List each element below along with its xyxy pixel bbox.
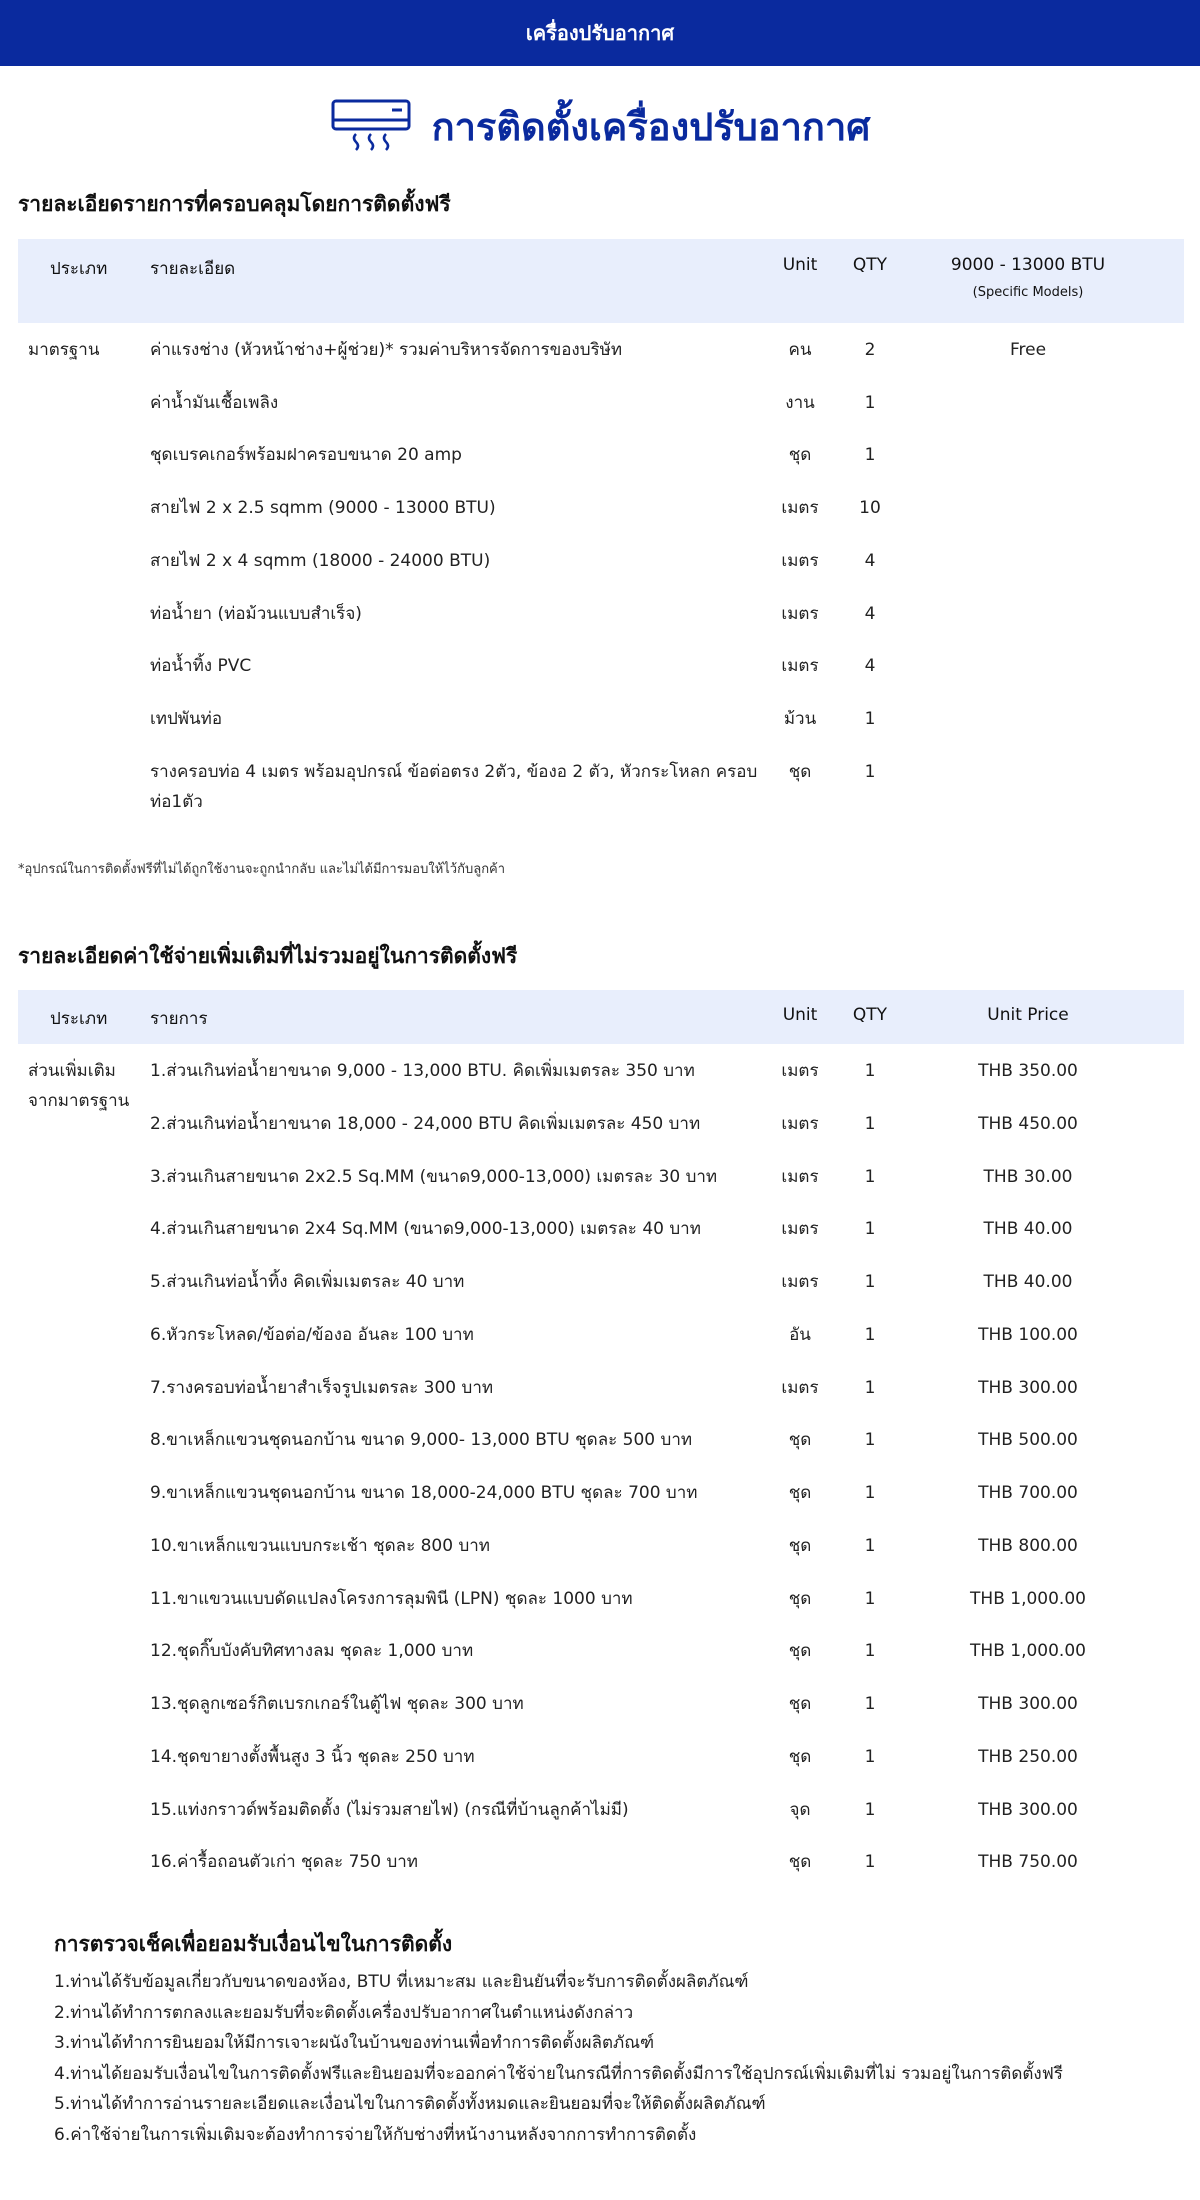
unit-cell: ชุด: [788, 1694, 812, 1714]
table-row: [18, 599, 1184, 659]
table-row: [18, 1425, 1184, 1469]
checklist-item: 3.ท่านได้ทำการยินยอมให้มีการเจาะผนังในบ้านของท่านเพื่อทำการติดตั้งผลิตภัณฑ์: [54, 2033, 655, 2053]
unit-cell: จุด: [789, 1800, 811, 1820]
table-row: [18, 1478, 1184, 1522]
qty-cell: 1: [864, 1378, 876, 1398]
table-row: [18, 1584, 1184, 1628]
qty-cell: 1: [864, 1325, 876, 1345]
detail-cell: เทปพันท่อ: [150, 709, 223, 729]
detail-cell: 7.รางครอบท่อน้ำยาสำเร็จรูปเมตรละ 300 บาท: [150, 1378, 494, 1398]
unit-cell: ชุด: [788, 445, 812, 465]
qty-cell: 4: [864, 551, 876, 571]
header-type: ประเภท: [50, 259, 108, 279]
header-type: ประเภท: [50, 1009, 108, 1029]
table-row: [18, 1689, 1184, 1733]
qty-cell: 1: [864, 1167, 876, 1187]
category-cell-line2: จากมาตรฐาน: [28, 1091, 130, 1111]
qty-cell: 10: [859, 498, 881, 518]
detail-cell: 11.ขาแขวนแบบดัดแปลงโครงการลุมพินี (LPN) ชุดละ 1000 บาท: [150, 1589, 633, 1609]
qty-cell: 1: [864, 393, 876, 413]
unit-cell: ม้วน: [783, 709, 817, 729]
price-cell: Free: [1009, 340, 1047, 360]
checklist-item: 6.ค่าใช้จ่ายในการเพิ่มเติมจะต้องทำการจ่ายให้กับช่างที่หน้างานหลังจากการทำการติดตั้ง: [54, 2125, 697, 2145]
price-cell: THB 350.00: [978, 1061, 1078, 1081]
price-cell: THB 100.00: [978, 1325, 1078, 1345]
unit-cell: ชุด: [788, 1641, 812, 1661]
qty-cell: 1: [864, 1852, 876, 1872]
header-price: Unit Price: [987, 1005, 1069, 1025]
table-row: [18, 546, 1184, 606]
header-price: 9000 - 13000 BTU: [950, 255, 1106, 275]
price-cell: THB 300.00: [978, 1694, 1078, 1714]
top-bar: [0, 0, 1200, 66]
detail-cell: 12.ชุดกิ๊บบังคับทิศทางลม ชุดละ 1,000 บาท: [150, 1641, 474, 1661]
header-unit: Unit: [782, 1005, 818, 1025]
header-detail: รายละเอียด: [150, 259, 236, 279]
unit-cell: เมตร: [781, 498, 819, 518]
unit-cell: คน: [788, 340, 812, 360]
detail-cell: ค่าแรงช่าง (หัวหน้าช่าง+ผู้ช่วย)* รวมค่าบริหารจัดการของบริษัท: [150, 340, 623, 360]
qty-cell: 1: [864, 1061, 876, 1081]
checklist-item: 1.ท่านได้รับข้อมูลเกี่ยวกับขนาดของห้อง, BTU ที่เหมาะสม และยินยันที่จะรับการติดตั้งผลิตภัณฑ์: [54, 1972, 749, 1992]
table-row: [18, 651, 1184, 711]
extra-section-title: รายละเอียดค่าใช้จ่ายเพิ่มเติมที่ไม่รวมอยู่ในการติดตั้งฟรี: [18, 944, 518, 968]
checklist-item: 2.ท่านได้ทำการตกลงและยอมรับที่จะติดตั้งเครื่องปรับอากาศในตำแหน่งดังกล่าว: [54, 2003, 634, 2023]
table-row: [18, 1109, 1184, 1153]
unit-cell: เมตร: [781, 1272, 819, 1292]
detail-cell: 3.ส่วนเกินสายขนาด 2x2.5 Sq.MM (ขนาด9,000-13,000) เมตรละ 30 บาท: [150, 1167, 718, 1187]
price-cell: THB 450.00: [978, 1114, 1078, 1134]
unit-cell: ชุด: [788, 1589, 812, 1609]
detail-cell: สายไฟ 2 x 4 sqmm (18000 - 24000 BTU): [150, 551, 491, 571]
qty-cell: 1: [864, 1430, 876, 1450]
qty-cell: 1: [864, 1219, 876, 1239]
table-row: [18, 1636, 1184, 1680]
price-cell: THB 250.00: [978, 1747, 1078, 1767]
table-row: [18, 704, 1184, 764]
unit-cell: เมตร: [781, 1061, 819, 1081]
page-title: การติดตั้งเครื่องปรับอากาศ: [431, 104, 871, 149]
header-price-sub: (Specific Models): [972, 285, 1084, 300]
price-cell: THB 300.00: [978, 1378, 1078, 1398]
detail-cell: 6.หัวกระโหลด/ข้อต่อ/ข้องอ อันละ 100 บาท: [150, 1325, 474, 1345]
header-detail: รายการ: [150, 1009, 208, 1029]
unit-cell: เมตร: [781, 551, 819, 571]
qty-cell: 1: [864, 1641, 876, 1661]
table-row: [18, 1795, 1184, 1839]
detail-cell: สายไฟ 2 x 2.5 sqmm (9000 - 13000 BTU): [150, 498, 496, 518]
detail-cell: 8.ขาเหล็กแขวนชุดนอกบ้าน ขนาด 9,000- 13,000 BTU ชุดละ 500 บาท: [150, 1430, 693, 1450]
qty-cell: 1: [864, 709, 876, 729]
extra-table-header: [18, 990, 1184, 1044]
free-section-title: รายละเอียดรายการที่ครอบคลุมโดยการติดตั้งฟรี: [18, 192, 451, 216]
free-note: *อุปกรณ์ในการติดตั้งฟรีที่ไม่ได้ถูกใช้งานจะถูกนำกลับ และไม่ได้มีการมอบให้ไว้กับลูกค้า: [18, 862, 506, 877]
qty-cell: 1: [864, 1536, 876, 1556]
table-row: [18, 1320, 1184, 1364]
unit-cell: ชุด: [788, 762, 812, 782]
unit-cell: ชุด: [788, 1747, 812, 1767]
detail-cell: ค่าน้ำมันเชื้อเพลิง: [150, 393, 279, 413]
qty-cell: 1: [864, 1800, 876, 1820]
qty-cell: 2: [864, 340, 876, 360]
detail-cell: ท่อน้ำทิ้ง PVC: [150, 656, 252, 676]
price-cell: THB 1,000.00: [970, 1641, 1086, 1661]
detail-cell: 16.ค่ารื้อถอนตัวเก่า ชุดละ 750 บาท: [150, 1852, 418, 1872]
unit-cell: เมตร: [781, 1378, 819, 1398]
category-cell: ส่วนเพิ่มเติม: [28, 1061, 116, 1081]
price-cell: THB 30.00: [983, 1167, 1073, 1187]
qty-cell: 1: [864, 1483, 876, 1503]
qty-cell: 1: [864, 1747, 876, 1767]
detail-cell: 9.ขาเหล็กแขวนชุดนอกบ้าน ขนาด 18,000-24,000 BTU ชุดละ 700 บาท: [150, 1483, 698, 1503]
qty-cell: 1: [864, 762, 876, 782]
price-cell: THB 1,000.00: [970, 1589, 1086, 1609]
table-row: [18, 1847, 1184, 1891]
price-cell: THB 700.00: [978, 1483, 1078, 1503]
table-row: [18, 1162, 1184, 1206]
top-bar-title: เครื่องปรับอากาศ: [525, 21, 675, 45]
table-row: [18, 1056, 1184, 1111]
unit-cell: เมตร: [781, 656, 819, 676]
table-row: [18, 757, 1184, 817]
free-table-header: [18, 239, 1184, 323]
unit-cell: ชุด: [788, 1483, 812, 1503]
detail-cell: 5.ส่วนเกินท่อน้ำทิ้ง คิดเพิ่มเมตรละ 40 บาท: [150, 1272, 465, 1292]
detail-cell: 15.แท่งกราวด์พร้อมติดตั้ง (ไม่รวมสายไฟ) (กรณีที่บ้านลูกค้าไม่มี): [150, 1800, 629, 1820]
header-qty: QTY: [852, 255, 888, 275]
table-row: [18, 388, 1184, 448]
unit-cell: เมตร: [781, 604, 819, 624]
qty-cell: 1: [864, 445, 876, 465]
price-cell: THB 300.00: [978, 1800, 1078, 1820]
unit-cell: ชุด: [788, 1536, 812, 1556]
qty-cell: 1: [864, 1694, 876, 1714]
unit-cell: เมตร: [781, 1167, 819, 1187]
header-qty: QTY: [852, 1005, 888, 1025]
unit-cell: เมตร: [781, 1114, 819, 1134]
table-row: [18, 1267, 1184, 1311]
qty-cell: 1: [864, 1589, 876, 1609]
detail-cell: 4.ส่วนเกินสายขนาด 2x4 Sq.MM (ขนาด9,000-13,000) เมตรละ 40 บาท: [150, 1219, 701, 1239]
table-row: [18, 1742, 1184, 1786]
detail-cell: รางครอบท่อ 4 เมตร พร้อมอุปกรณ์ ข้อต่อตรง 2ตัว, ข้องอ 2 ตัว, หัวกระโหลก ครอบท่อ1ตัว: [150, 762, 758, 812]
table-row: [18, 1373, 1184, 1417]
qty-cell: 4: [864, 604, 876, 624]
detail-cell: 13.ชุดลูกเซอร์กิตเบรกเกอร์ในตู้ไฟ ชุดละ 300 บาท: [150, 1694, 524, 1714]
unit-cell: ชุด: [788, 1430, 812, 1450]
unit-cell: ชุด: [788, 1852, 812, 1872]
price-cell: THB 750.00: [978, 1852, 1078, 1872]
price-cell: THB 500.00: [978, 1430, 1078, 1450]
price-cell: THB 800.00: [978, 1536, 1078, 1556]
table-row: [18, 1214, 1184, 1258]
category-cell: มาตรฐาน: [28, 340, 100, 360]
price-cell: THB 40.00: [983, 1272, 1073, 1292]
table-row: [18, 440, 1184, 500]
air-conditioner-icon: [330, 98, 412, 154]
qty-cell: 1: [864, 1272, 876, 1292]
detail-cell: ชุดเบรคเกอร์พร้อมฝาครอบขนาด 20 amp: [150, 445, 462, 465]
hero: [0, 96, 1200, 156]
detail-cell: 14.ชุดขายางตั้งพื้นสูง 3 นิ้ว ชุดละ 250 บาท: [150, 1747, 475, 1767]
detail-cell: ท่อน้ำยา (ท่อม้วนแบบสำเร็จ): [150, 604, 362, 624]
detail-cell: 2.ส่วนเกินท่อน้ำยาขนาด 18,000 - 24,000 BTU คิดเพิ่มเมตรละ 450 บาท: [150, 1114, 701, 1134]
checklist-item: 4.ท่านได้ยอมรับเงื่อนไขในการติดตั้งฟรีและยินยอมที่จะออกค่าใช้จ่ายในกรณีที่การติดตั้งมีการใช้อุปกรณ์เพิ่มเติมที่ไม่ รวมอยู่ในการติดตั้งฟรี: [54, 2064, 1063, 2084]
unit-cell: เมตร: [781, 1219, 819, 1239]
checklist-title: การตรวจเช็คเพื่อยอมรับเงื่อนไขในการติดตั้ง: [54, 1932, 453, 1956]
price-cell: THB 40.00: [983, 1219, 1073, 1239]
unit-cell: งาน: [785, 393, 815, 413]
table-row: [18, 493, 1184, 553]
detail-cell: 10.ขาเหล็กแขวนแบบกระเช้า ชุดละ 800 บาท: [150, 1536, 490, 1556]
table-row: [18, 335, 1184, 395]
table-row: [18, 1531, 1184, 1575]
header-unit: Unit: [782, 255, 818, 275]
qty-cell: 1: [864, 1114, 876, 1134]
qty-cell: 4: [864, 656, 876, 676]
unit-cell: อัน: [789, 1325, 811, 1345]
checklist-item: 5.ท่านได้ทำการอ่านรายละเอียดและเงื่อนไขในการติดตั้งทั้งหมดและยินยอมที่จะให้ติดตั้งผลิตภัณฑ์: [54, 2094, 766, 2114]
detail-cell: 1.ส่วนเกินท่อน้ำยาขนาด 9,000 - 13,000 BTU. คิดเพิ่มเมตรละ 350 บาท: [150, 1061, 695, 1081]
